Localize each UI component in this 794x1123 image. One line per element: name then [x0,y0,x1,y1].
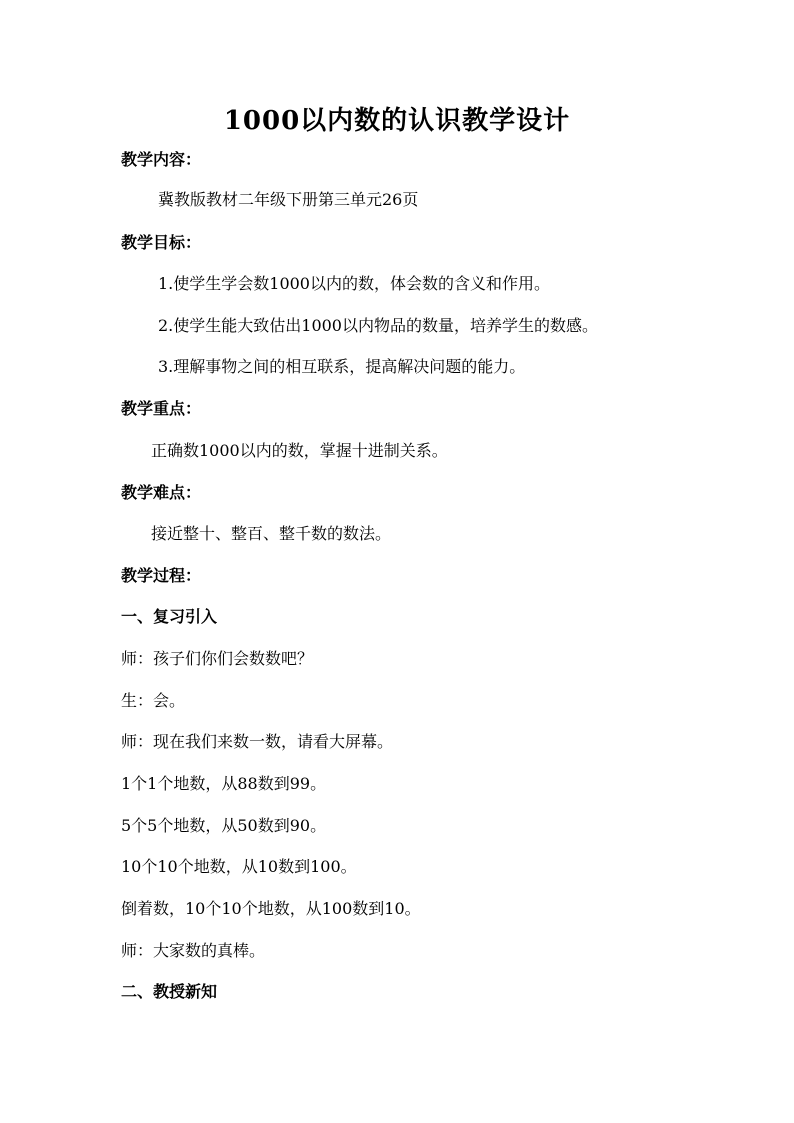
goal-item-2: 2.使学生能大致估出1000以内物品的数量，培养学生的数感。 [158,316,598,335]
keypoint-text: 正确数1000以内的数，掌握十进制关系。 [151,441,448,460]
difficulty-heading: 教学难点： [121,483,202,502]
dialogue-line-5: 5个5个地数，从50数到90。 [121,816,327,835]
goal-item-1: 1.使学生学会数1000以内的数，体会数的含义和作用。 [158,274,550,293]
dialogue-line-7: 倒着数，10个10个地数，从100数到10。 [121,899,421,918]
dialogue-line-8: 师：大家数的真棒。 [121,941,266,960]
content-heading: 教学内容： [121,150,202,169]
goals-heading: 教学目标： [121,233,202,252]
goal-item-3: 3.理解事物之间的相互联系，提高解决问题的能力。 [158,357,526,376]
dialogue-line-3: 师：现在我们来数一数，请看大屏幕。 [121,732,394,751]
process-heading: 教学过程： [121,566,202,585]
part2-heading: 二、教授新知 [121,982,218,1001]
document-title: 1000以内数的认识教学设计 [223,106,571,136]
dialogue-line-2: 生：会。 [121,691,186,710]
content-text: 冀教版教材二年级下册第三单元26页 [158,190,419,209]
dialogue-line-1: 师：孩子们你们会数数吧？ [121,649,314,668]
dialogue-line-6: 10个10个地数，从10数到100。 [121,857,357,876]
keypoint-heading: 教学重点： [121,399,202,418]
part1-heading: 一、复习引入 [121,607,218,626]
dialogue-line-4: 1个1个地数，从88数到99。 [121,774,327,793]
difficulty-text: 接近整十、整百、整千数的数法。 [151,524,392,543]
